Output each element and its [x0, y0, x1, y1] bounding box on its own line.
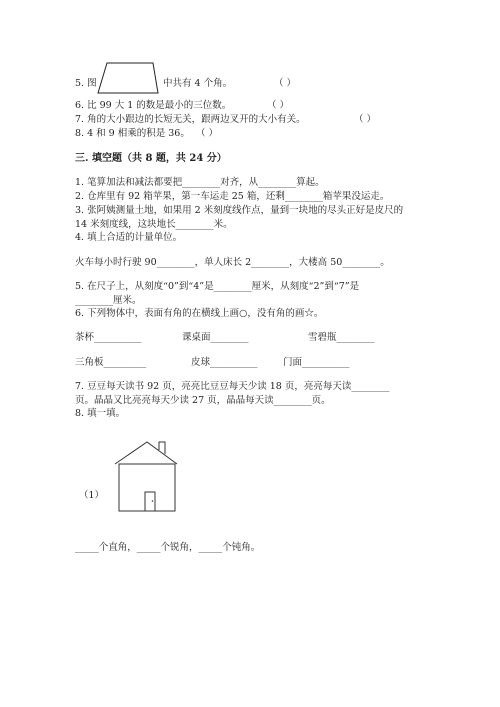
q5-answer-paren: （ ）	[274, 78, 297, 89]
trapezoid-figure	[97, 62, 159, 94]
house-figure	[110, 440, 182, 514]
object-door: 门面__________	[283, 357, 350, 368]
fill-q1: 1. 笔算加法和减法都要把________对齐，从________算起。	[75, 177, 325, 188]
q6-answer-paren: （ ）	[267, 100, 290, 111]
q5-number: 5. 图	[75, 78, 97, 89]
fill-q4: 4. 填上合适的计量单位。	[75, 232, 183, 243]
fill-q7-line1: 7. 豆豆每天读书 92 页，亮亮比豆豆每天少读 18 页，亮亮每天读________	[75, 381, 390, 392]
fill-q8: 8. 填一填。	[75, 408, 126, 419]
fill-q5-line1: 5. 在尺子上，从刻度“0”到“4”是________厘米，从刻度“2”到“7”是	[75, 281, 360, 292]
object-ball: 皮球__________	[191, 357, 258, 368]
q7-answer-paren: （ ）	[354, 114, 377, 125]
fill-q3-line2: 14 米刻度线，这块地长________米。	[75, 219, 233, 230]
fill-q4-units: 火车每小时行驶 90________，单人床长 2________，大楼高 50________。	[75, 257, 390, 268]
figure-label: （1）	[79, 490, 105, 501]
fill-q7-line2: 页。晶晶又比亮亮每天少读 27 页，晶晶每天读________页。	[75, 395, 331, 406]
q8-answer-paren: （ ）	[196, 128, 219, 139]
fill-q3-line1: 3. 张阿姨测量土地，如果用 2 米刻度线作点，量到一块地的尽头正好是皮尺的	[75, 205, 404, 216]
object-cup: 茶杯__________	[75, 332, 142, 343]
fill-q6: 6. 下列物体中，表面有角的在横线上画○，没有角的画☆。	[75, 308, 324, 319]
fill-q5-line2: ________厘米。	[75, 295, 142, 306]
object-triangle-ruler: 三角板_________	[75, 357, 147, 368]
q5-text: 中共有 4 个角。	[163, 78, 233, 89]
q6-text: 6. 比 99 大 1 的数是最小的三位数。	[75, 100, 232, 111]
object-bottle: 雪碧瓶________	[308, 332, 375, 343]
fill-q8-answer: _____个直角，_____个锐角，_____个钝角。	[75, 542, 261, 553]
q7-text: 7. 角的大小跟边的长短无关，跟两边叉开的大小有关。	[75, 114, 306, 125]
fill-q2: 2. 仓库里有 92 箱苹果，第一车运走 25 箱，还剩________箱苹果没运走。	[75, 191, 390, 202]
object-desk: 课桌面________	[182, 332, 249, 343]
q8-text: 8. 4 和 9 相乘的积是 36。	[75, 128, 190, 139]
section-title: 三. 填空题（共 8 题，共 24 分）	[75, 153, 227, 164]
